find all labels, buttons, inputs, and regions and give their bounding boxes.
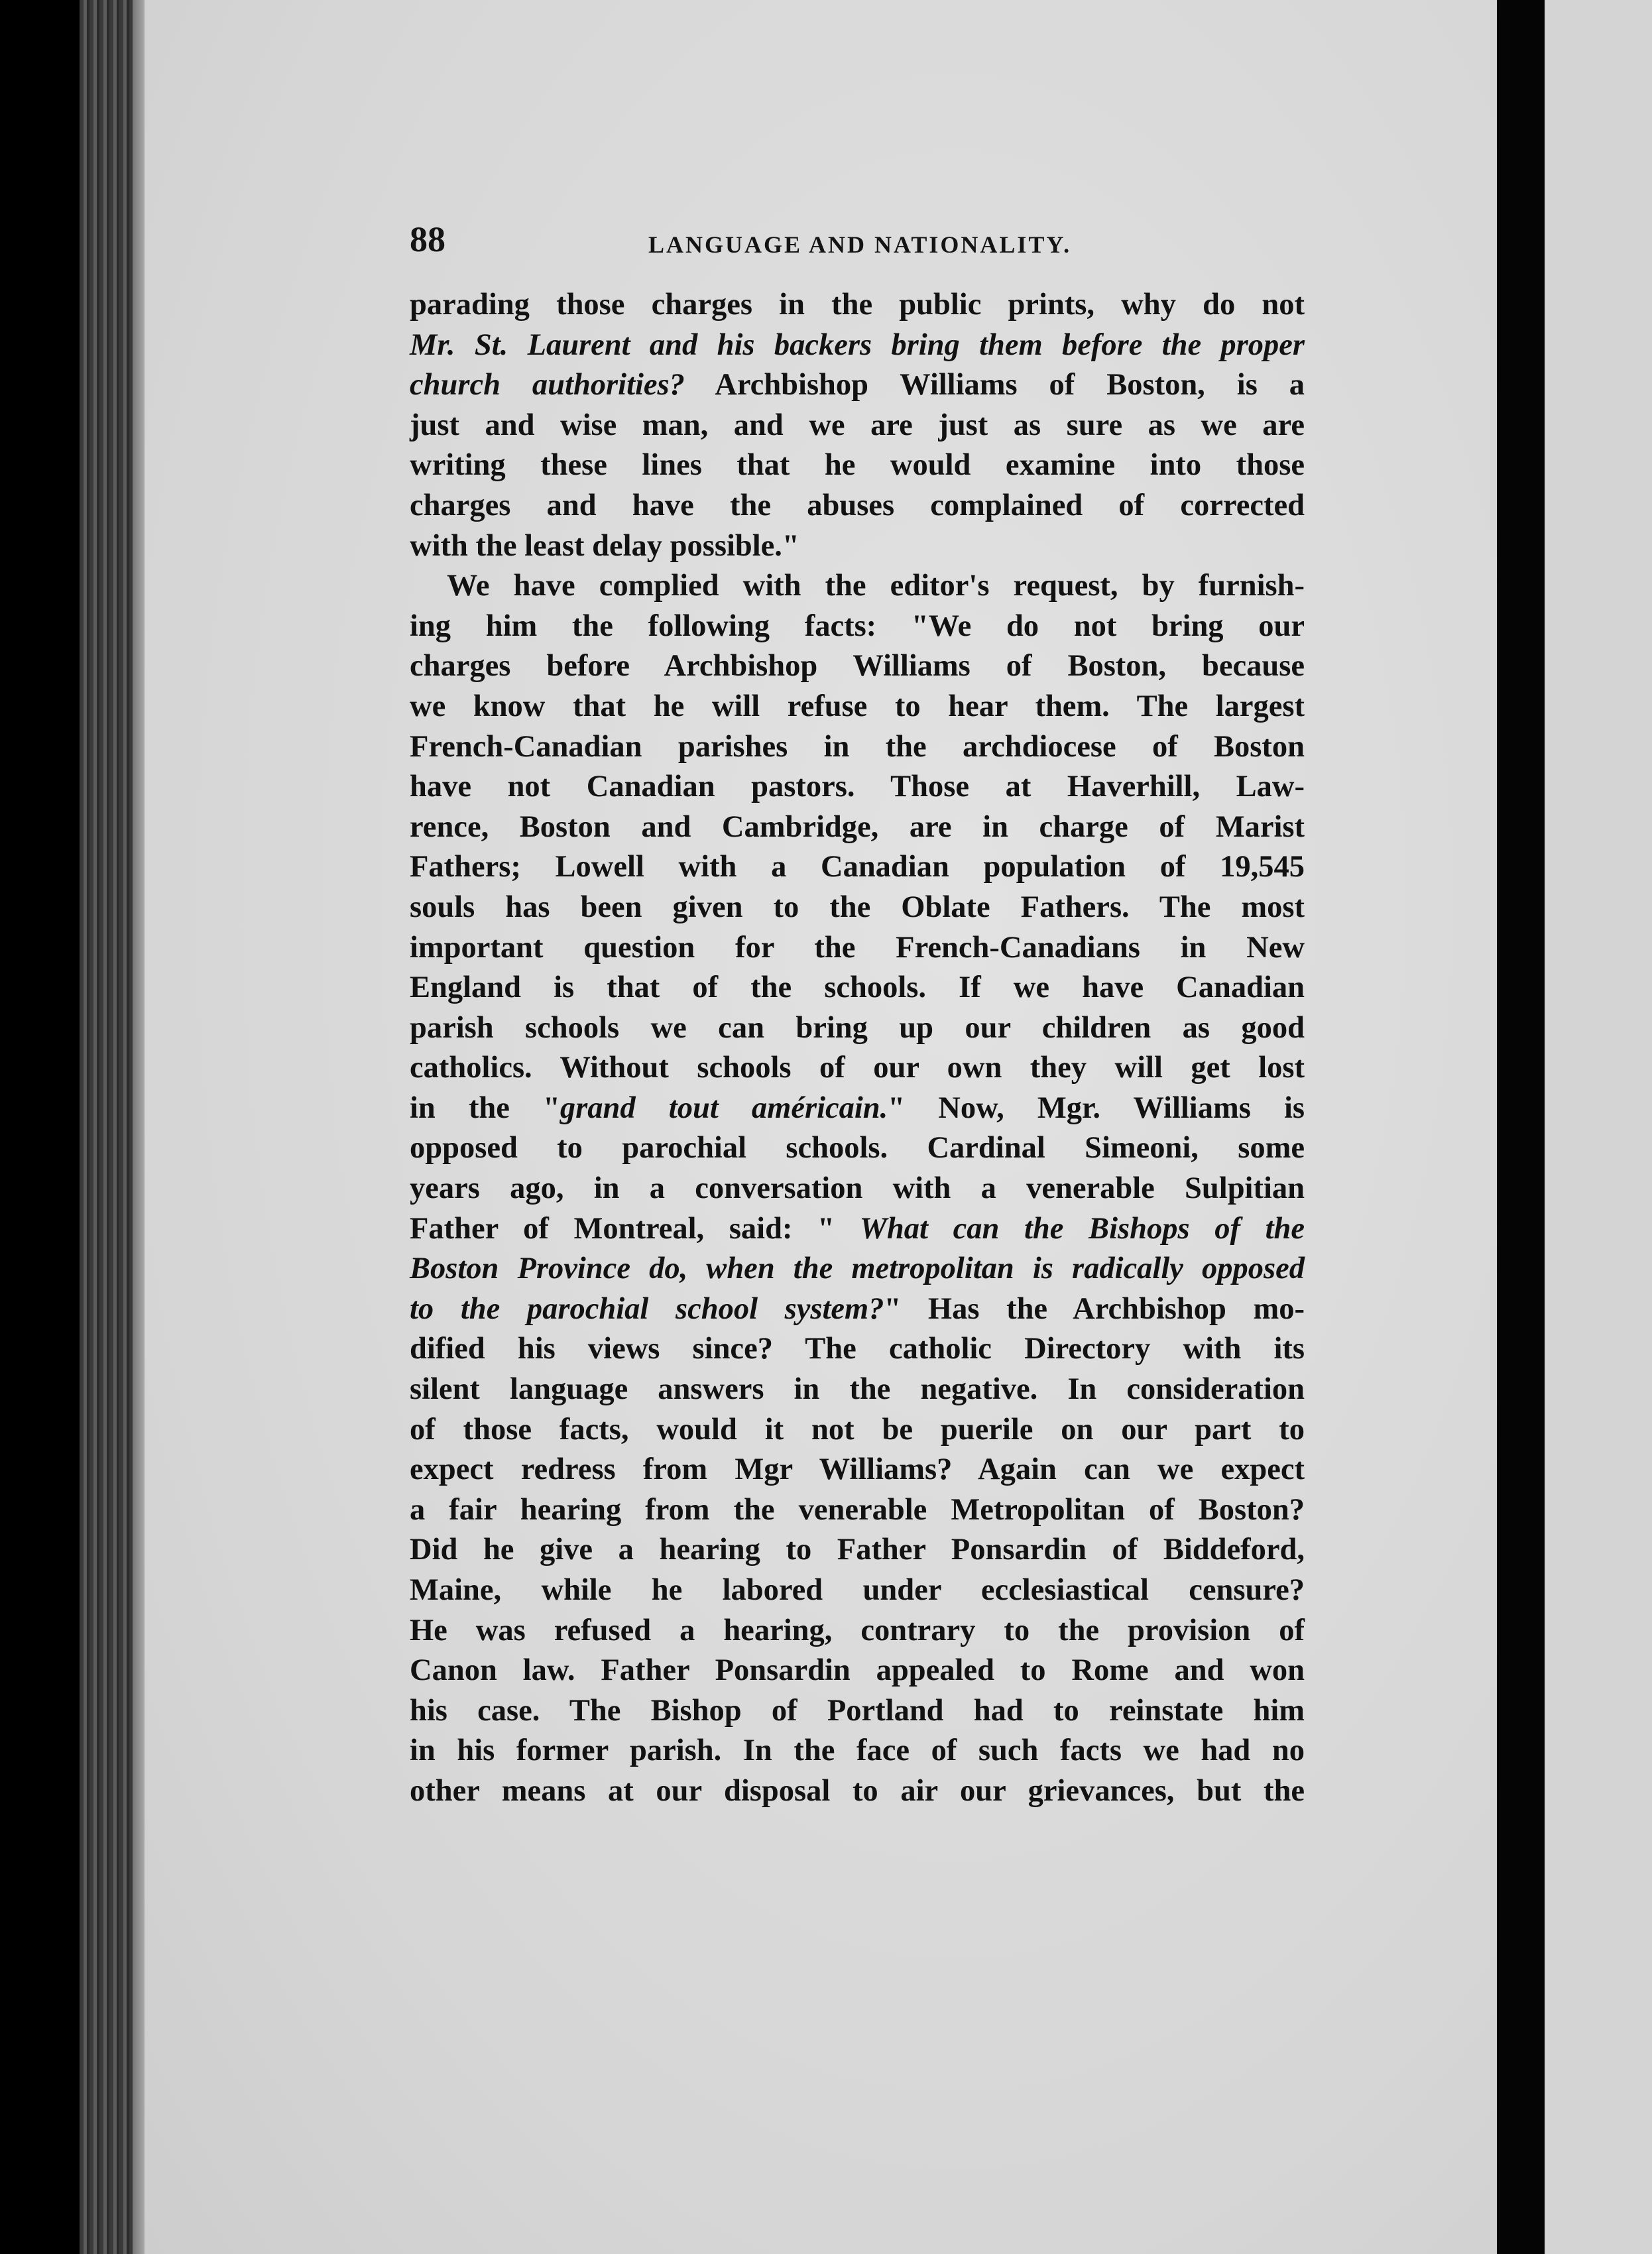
text-run: England is that of the schools. If we have Canadian: [410, 971, 1305, 1005]
text-line: [410, 1289, 1305, 1330]
italic-text: Boston Province do, when the metropolitan is radically opposed: [410, 1252, 1305, 1286]
text-line: [410, 928, 1305, 969]
text-line: [410, 1048, 1305, 1089]
text-line: [410, 285, 1305, 326]
text-line: [410, 646, 1305, 687]
text-run: charges before Archbishop Williams of Boston, because: [410, 649, 1305, 683]
text-run: of those facts, would it not be puerile on our part to: [410, 1412, 1305, 1447]
text-line: [410, 1249, 1305, 1289]
facing-page-edge: [1545, 0, 1652, 2254]
text-line: [410, 1410, 1305, 1451]
text-run: We have complied with the editor's request, by furnish-: [447, 569, 1305, 603]
text-line: [410, 445, 1305, 486]
text-line: [410, 1571, 1305, 1611]
text-run: Maine, while he labored under ecclesiastical censure?: [410, 1573, 1305, 1607]
text-line: [410, 1450, 1305, 1490]
text-run: parading those charges in the public prints, why do not: [410, 288, 1305, 322]
italic-text: grand tout américain.: [560, 1091, 888, 1125]
text-run: with the least delay possible.": [410, 528, 799, 563]
text-run: dified his views since? The catholic Directory with its: [410, 1332, 1305, 1366]
text-line: [410, 687, 1305, 727]
text-run: parish schools we can bring up our children as good: [410, 1010, 1305, 1045]
text-run: in his former parish. In the face of such facts we had no: [410, 1734, 1305, 1768]
running-head: LANGUAGE AND NATIONALITY.: [648, 231, 1072, 258]
text-line: [410, 406, 1305, 446]
page-gutter-shadow: [1497, 0, 1545, 2254]
text-run: charges and have the abuses complained of corrected: [410, 488, 1305, 522]
text-line: [410, 767, 1305, 807]
text-line: [410, 365, 1305, 406]
text-line: [410, 888, 1305, 928]
text-run: French-Canadian parishes in the archdiocese of Boston: [410, 729, 1305, 764]
text-line: [410, 727, 1305, 768]
text-line: [410, 1128, 1305, 1169]
text-line: [410, 486, 1305, 526]
italic-text: church authorities?: [410, 368, 685, 402]
italic-text: What can the Bishops of the: [859, 1211, 1305, 1246]
text-run: we know that he will refuse to hear them. The largest: [410, 689, 1305, 723]
text-line: [410, 1731, 1305, 1771]
page-stack-edge: [133, 0, 145, 2254]
text-run: Father of Montreal, said: ": [410, 1211, 860, 1246]
text-line: [410, 607, 1305, 647]
text-run: a fair hearing from the venerable Metropolitan of Boston?: [410, 1492, 1305, 1527]
text-run: souls has been given to the Oblate Fathers. The most: [410, 890, 1305, 924]
text-line: [410, 968, 1305, 1008]
text-line: [410, 1089, 1305, 1129]
italic-text: to the parochial school system?: [410, 1291, 884, 1326]
text-run: catholics. Without schools of our own they will get lost: [410, 1051, 1305, 1085]
text-run: have not Canadian pastors. Those at Haverhill, Law-: [410, 770, 1305, 804]
text-line: [410, 1370, 1305, 1410]
text-line: [410, 1329, 1305, 1370]
page-header: [410, 219, 1325, 272]
text-run: Fathers; Lowell with a Canadian population of 19,545: [410, 850, 1305, 884]
text-line: [410, 807, 1305, 848]
text-line: [410, 1691, 1305, 1732]
italic-text: Mr. St. Laurent and his backers bring them before the proper: [410, 327, 1305, 362]
text-line: [410, 526, 1305, 567]
text-line: [410, 1008, 1305, 1049]
text-run: expect redress from Mgr Williams? Again can we expect: [410, 1453, 1305, 1487]
page-number: 88: [410, 219, 445, 259]
text-line: [410, 1209, 1305, 1250]
text-run: important question for the French-Canadians in New: [410, 930, 1305, 965]
text-run: other means at our disposal to air our grievances, but the: [410, 1773, 1305, 1808]
text-line: [410, 566, 1305, 607]
text-run: Did he give a hearing to Father Ponsardin of Biddeford,: [410, 1533, 1305, 1567]
text-run: Canon law. Father Ponsardin appealed to Rome and won: [410, 1653, 1305, 1688]
text-run: He was refused a hearing, contrary to the provision of: [410, 1613, 1305, 1647]
text-run: " Has the Archbishop mo-: [884, 1291, 1305, 1326]
text-run: Archbishop Williams of Boston, is a: [684, 368, 1305, 402]
text-run: silent language answers in the negative. In consideration: [410, 1372, 1305, 1407]
text-run: years ago, in a conversation with a venerable Sulpitian: [410, 1171, 1305, 1206]
text-run: in the ": [410, 1091, 560, 1125]
text-line: [410, 326, 1305, 366]
text-run: writing these lines that he would examine into those: [410, 448, 1305, 483]
text-line: [410, 1169, 1305, 1209]
text-run: rence, Boston and Cambridge, are in charge of Marist: [410, 809, 1305, 844]
text-run: just and wise man, and we are just as sure as we are: [410, 408, 1305, 442]
text-run: his case. The Bishop of Portland had to reinstate him: [410, 1693, 1305, 1728]
text-run: opposed to parochial schools. Cardinal Simeoni, some: [410, 1131, 1305, 1165]
text-line: [410, 1490, 1305, 1531]
text-run: ing him the following facts: "We do not bring our: [410, 609, 1305, 643]
text-line: [410, 1771, 1305, 1812]
text-line: [410, 847, 1305, 888]
text-line: [410, 1651, 1305, 1691]
text-line: [410, 1530, 1305, 1571]
text-run: " Now, Mgr. Williams is: [888, 1091, 1305, 1125]
body-text: [410, 285, 1305, 1812]
text-line: [410, 1611, 1305, 1651]
